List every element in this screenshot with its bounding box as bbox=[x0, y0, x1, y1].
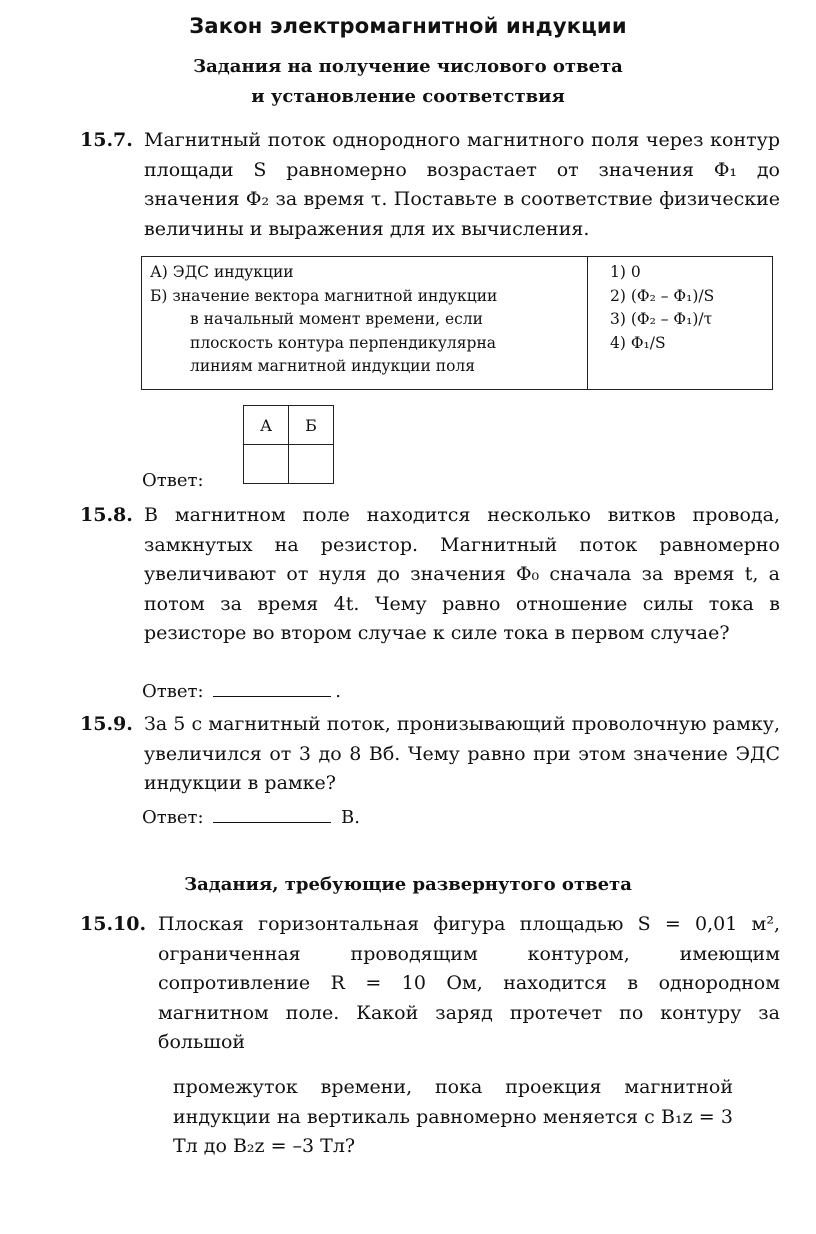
task-15-9 bbox=[80, 710, 780, 799]
section-heading-line-1: Задания на получение числового ответа bbox=[193, 56, 623, 77]
quantity-b: Б) значение вектора магнитной индукции bbox=[150, 286, 498, 305]
chapter-heading: Закон электромагнитной индукции bbox=[189, 14, 627, 38]
answer-blank[interactable] bbox=[213, 680, 331, 697]
section-heading-extended: Задания, требующие развернутого ответа bbox=[184, 874, 632, 895]
answer-label: Ответ: bbox=[142, 681, 204, 702]
task-text: Магнитный поток однородного магнитного поля через контур площади S равномерно возрастает от значения Φ₁ до значения Φ₂ за время τ. Поставьте в соответствие физические величины и выражения для их вычисления. bbox=[144, 129, 780, 240]
task-15-10-continuation: промежуток времени, пока проекция магнитной индукции на вертикаль равномерно меняется с B₁z = 3 Тл до B₂z = –3 Тл? bbox=[173, 1076, 733, 1157]
grid-header-b: Б bbox=[289, 406, 334, 445]
answer-line-15-9 bbox=[142, 806, 360, 828]
expression-1: 1) 0 bbox=[610, 263, 641, 281]
quantities-column bbox=[142, 257, 588, 389]
quantity-b-cont-2: плоскость контура перпендикулярна bbox=[190, 333, 497, 352]
section-heading-line-2: и установление соответствия bbox=[251, 86, 565, 107]
answer-grid bbox=[243, 405, 334, 484]
expression-2: 2) (Φ₂ – Φ₁)/S bbox=[610, 286, 715, 305]
quantity-a: А) ЭДС индукции bbox=[150, 263, 294, 281]
grid-cell-b[interactable] bbox=[289, 445, 334, 484]
task-number: 15.7. bbox=[80, 129, 133, 151]
answer-suffix: В. bbox=[341, 807, 360, 828]
task-15-10 bbox=[80, 910, 780, 1058]
answer-line-15-8 bbox=[142, 680, 341, 702]
matching-table bbox=[141, 256, 773, 390]
task-number: 15.9. bbox=[80, 713, 133, 735]
quantity-b-cont-1: в начальный момент времени, если bbox=[190, 310, 483, 328]
quantity-b-cont-3: линиям магнитной индукции поля bbox=[190, 357, 476, 375]
answer-blank[interactable] bbox=[213, 806, 331, 823]
task-text: Плоская горизонтальная фигура площадью S = 0,01 м², ограниченная проводящим контуром, имеющим сопротивление R = 10 Ом, находится в однородном магнитном поле. Какой заряд протечет по контуру за большой bbox=[158, 913, 780, 1053]
answer-label-15-7: Ответ: bbox=[142, 470, 204, 491]
task-text: За 5 с магнитный поток, пронизывающий проволочную рамку, увеличился от 3 до 8 Вб. Чему равно при этом значение ЭДС индукции в рамке? bbox=[144, 713, 780, 794]
expression-4: 4) Φ₁/S bbox=[610, 333, 666, 352]
expressions-column bbox=[588, 257, 772, 389]
answer-label: Ответ: bbox=[142, 807, 204, 828]
expression-3: 3) (Φ₂ – Φ₁)/τ bbox=[610, 310, 713, 328]
grid-header-a: А bbox=[244, 406, 289, 445]
task-text: В магнитном поле находится несколько витков провода, замкнутых на резистор. Магнитный поток равномерно увеличивают от нуля до значения Φ₀ сначала за время t, а потом за время 4t. Чему равно отношение силы тока в резисторе во втором случае к силе тока в первом случае? bbox=[144, 504, 780, 644]
task-15-7 bbox=[80, 126, 780, 244]
answer-suffix: . bbox=[335, 681, 341, 702]
grid-cell-a[interactable] bbox=[244, 445, 289, 484]
task-number: 15.8. bbox=[80, 504, 133, 526]
task-number: 15.10. bbox=[80, 913, 147, 935]
section-heading-numeric bbox=[0, 52, 816, 112]
task-15-8 bbox=[80, 501, 780, 649]
